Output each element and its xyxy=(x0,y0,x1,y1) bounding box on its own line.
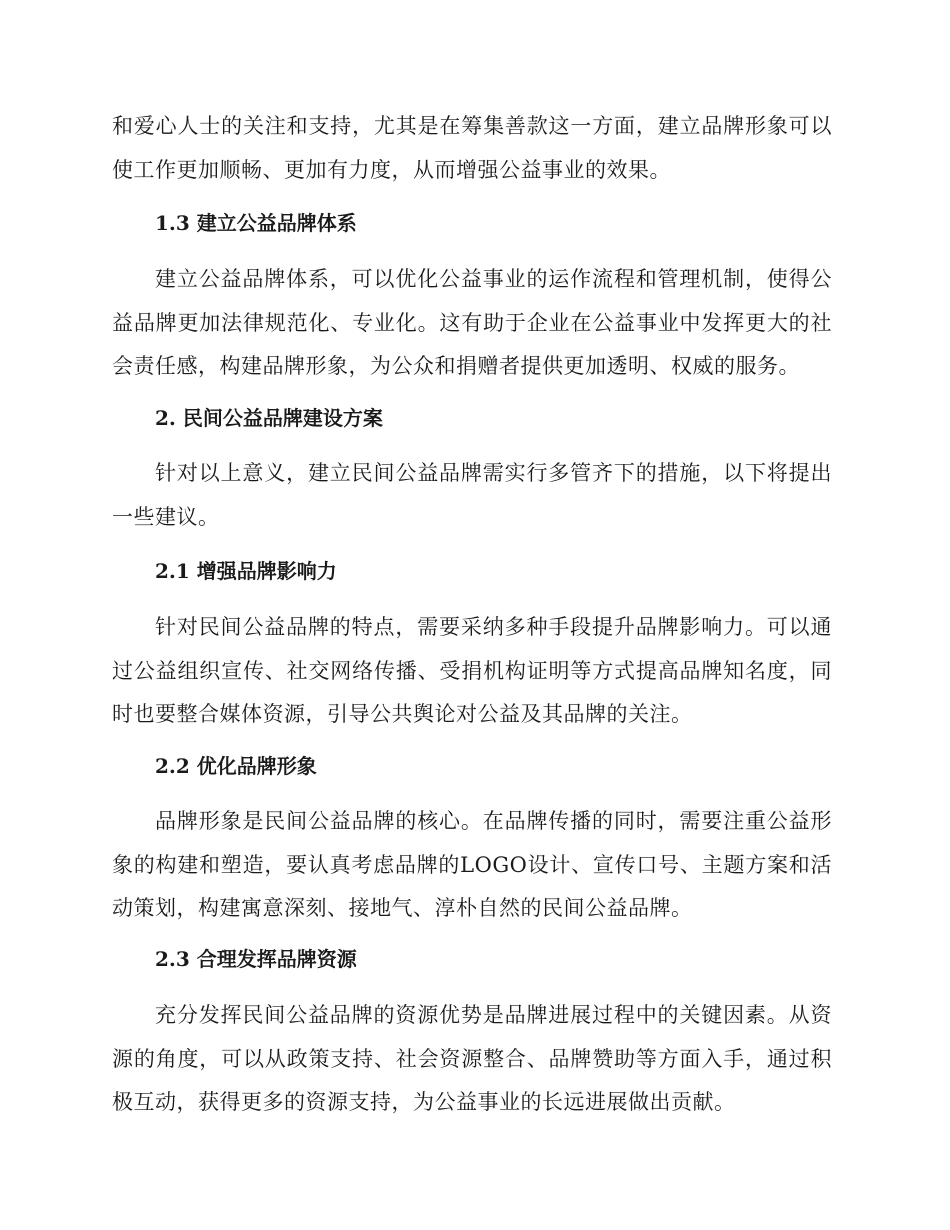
paragraph-2-3: 充分发挥民间公益品牌的资源优势是品牌进展过程中的关键因素。从资源的角度，可以从政策支持、社会资源整合、品牌赞助等方面入手，通过积极互动，获得更多的资源支持，为公益事业的长远进展做出贡献。 xyxy=(112,1003,832,1114)
heading-2: 2. 民间公益品牌建设方案 xyxy=(155,406,383,430)
paragraph-2-2: 品牌形象是民间公益品牌的核心。在品牌传播的同时，需要注重公益形象的构建和塑造，要认真考虑品牌的LOGO设计、宣传口号、主题方案和活动策划，构建寓意深刻、接地气、淳朴自然的民间公益品牌。 xyxy=(112,809,832,920)
heading-1-3: 1.3 建立公益品牌体系 xyxy=(155,211,357,235)
paragraph-2-1: 针对民间公益品牌的特点，需要采纳多种手段提升品牌影响力。可以通过公益组织宣传、社交网络传播、受捐机构证明等方式提高品牌知名度，同时也要整合媒体资源，引导公共舆论对公益及其品牌的关注。 xyxy=(112,615,832,726)
heading-2-1: 2.1 增强品牌影响力 xyxy=(155,559,337,583)
heading-2-3: 2.3 合理发挥品牌资源 xyxy=(155,947,357,971)
paragraph-1-3: 建立公益品牌体系，可以优化公益事业的运作流程和管理机制，使得公益品牌更加法律规范化、专业化。这有助于企业在公益事业中发挥更大的社会责任感，构建品牌形象，为公众和捐赠者提供更加透明、权威的服务。 xyxy=(112,267,832,378)
heading-2-2: 2.2 优化品牌形象 xyxy=(155,754,317,778)
paragraph-2: 针对以上意义，建立民间公益品牌需实行多管齐下的措施，以下将提出一些建议。 xyxy=(112,461,832,529)
paragraph-continued: 和爱心人士的关注和支持，尤其是在筹集善款这一方面，建立品牌形象可以使工作更加顺畅、更加有力度，从而增强公益事业的效果。 xyxy=(112,114,832,182)
